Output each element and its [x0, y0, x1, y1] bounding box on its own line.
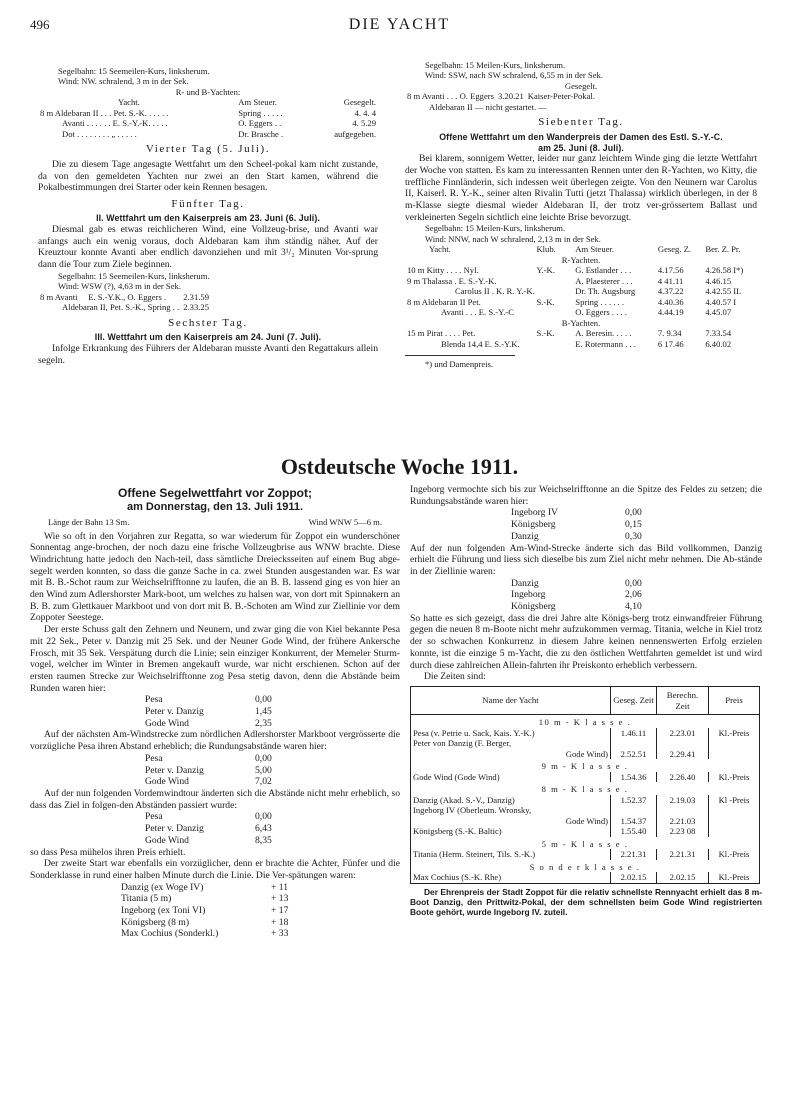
- cell-gap: 2,35: [255, 717, 272, 729]
- cell-sailed: 4.17.56: [657, 265, 684, 276]
- cell-time: 4. 4. 4: [354, 107, 376, 118]
- table-row: [120, 928, 289, 940]
- cell-sailed: 1.46.11: [611, 728, 657, 738]
- col-helm: Am Steuer.: [575, 244, 614, 255]
- delay-table: [120, 882, 289, 941]
- table-header-row: [411, 686, 760, 714]
- table-row: [411, 872, 760, 883]
- table-row: [405, 286, 757, 296]
- table-row: [411, 826, 760, 836]
- cell-yacht: Ingeborg IV (Oberleutn. Wronsky,: [413, 805, 532, 816]
- table-row: [411, 849, 760, 859]
- table-row: [411, 728, 760, 738]
- col-yacht: Yacht.: [429, 244, 451, 255]
- cell-corrected: 2.29.41: [657, 749, 709, 759]
- cell-sailed: 7. 9.34: [657, 328, 682, 339]
- cell-yacht: Blenda 14,4 E. S.-Y.K.: [441, 338, 520, 349]
- event-heading: Offene Wettfahrt um den Wanderpreis der Damen des Estl. S.-Y.-C.: [439, 131, 723, 142]
- col-sailed-time: Geseg. Zeit: [611, 686, 657, 714]
- cell-prize: Kl.-Preis: [709, 772, 760, 782]
- cell-sailed: 4.40.36: [657, 296, 684, 307]
- cell-club: Y.-K.: [536, 265, 555, 276]
- table-row: [120, 893, 289, 905]
- cell-gap: 0,00: [255, 811, 272, 823]
- paragraph: Diesmal gab es etwas reichlicheren Wind, eine Vollzeug-brise, und Avanti war anfangs auch ein wenig voraus, doch Aldebaran kam ihm ständig näher. Auf der Kreuztour konnte Avanti aber endlich davonziehen und mit 3¹/₂ Minuten Vor-sprung dann die Tour zum Ziele beginnen.: [38, 224, 378, 271]
- table-row: [38, 129, 378, 139]
- cell-gap: 0,00: [625, 507, 642, 519]
- cell-sailed: 6 17.46: [657, 338, 684, 349]
- paragraph: Ingeborg vermochte sich bis zur Weichselrifftonne an die Spitze des Feldes zu setzen; die Rundungsabstände waren hier:: [410, 484, 762, 507]
- cell-sailed: [611, 805, 657, 815]
- day-heading: Sechster Tag.: [168, 316, 248, 329]
- table-row: [120, 917, 289, 929]
- cell-yacht: Danzig: [511, 530, 539, 542]
- cell-yacht: Titania (Herm. Steinert, Tils. S.-K.): [413, 849, 536, 860]
- cell-corrected: 2.21.03: [657, 816, 709, 826]
- cell-gap: 0,15: [625, 519, 642, 531]
- cell-delay: + 33: [271, 928, 289, 940]
- cell-corrected: 4.26.58 I*): [705, 265, 744, 276]
- table-row: [411, 795, 760, 805]
- class-row: [411, 860, 760, 872]
- cell-prize: [709, 749, 760, 759]
- results-table-race3: [405, 91, 597, 112]
- cell-prize: Kl.-Preis: [709, 849, 760, 859]
- table-row: [411, 805, 760, 815]
- class-label: 8 m - K l a s s e .: [541, 784, 629, 795]
- cell-yacht: 8 m Avanti . . . O. Eggers: [407, 91, 494, 102]
- cell-corrected: 2.19.03: [657, 795, 709, 805]
- cell-sailed: 2.21.31: [611, 849, 657, 859]
- top-left-column: [38, 66, 378, 366]
- cell-time: aufgegeben.: [334, 128, 376, 139]
- table-row: [411, 816, 760, 826]
- paragraph: So hatte es sich gezeigt, dass die drei Jahre alte Königs-berg trotz einwandfreier Führung gegen die neuen 8 m-Boote nicht mehr aufzukommen vermag. Titania, welche in Kiel trotz der so schwachen Konkurrenz in diesem Jahre keinen nennenswerten Erfolg erzielen konnte, ist die einzige 5 m-Yacht, die zu den östlichen Wettfahrten gemeldet ist und wird durch diese zahlreichen Allein-fahrten ihr Preiskonto erheblich verbessern.: [410, 612, 762, 671]
- table-row: [405, 339, 757, 349]
- cell-prize: [709, 816, 760, 826]
- cell-yacht: Peter v. Danzig: [145, 706, 204, 718]
- paragraph: Auf der nun folgenden Vordemwindtour änderten sich die Abstände nicht mehr erheblich, so dass das Ziel in folgen-den Abständen passiert wurde:: [30, 787, 400, 811]
- cell-yacht: Titania (5 m): [121, 893, 172, 905]
- class-row: [411, 837, 760, 849]
- cell-corrected: [657, 805, 709, 815]
- table-row: [144, 835, 273, 847]
- cell-yacht: 15 m Pirat . . . . Pet.: [407, 328, 476, 339]
- results-table-race2: [38, 292, 211, 313]
- course-line: Segelbahn: 15 Meilen-Kurs, linksherum.: [425, 60, 566, 70]
- course-line: Segelbahn: 15 Seemeilen-Kurs, linksherum.: [58, 270, 210, 281]
- col-sailed: Geseg. Z.: [657, 244, 692, 255]
- class-label: B-Yachten.: [561, 317, 601, 328]
- class-label: 10 m - K l a s s e .: [538, 717, 632, 728]
- table-row: [405, 102, 597, 112]
- cell-sailed: 4 41.11: [657, 275, 684, 286]
- cell-yacht: Danzig (Akad. S.-V., Danzig): [413, 794, 515, 805]
- cell-prize: [709, 805, 760, 815]
- cell-helm: O. Eggers . . . .: [575, 307, 627, 318]
- results-table-day3: [38, 97, 378, 139]
- cell-yacht: Aldebaran II, Pet. S.-K., Spring . .: [62, 302, 180, 313]
- cell-gap: 0,00: [255, 694, 272, 706]
- results-body: [411, 715, 760, 883]
- cell-helm: Spring . . . . .: [238, 107, 283, 118]
- cell-yacht: Carolus II . K. R. Y.-K.: [455, 286, 535, 297]
- course-line: Segelbahn: 15 Seemeilen-Kurs, linksherum.: [58, 66, 210, 76]
- race-meta: [30, 517, 400, 530]
- table-header-row: [38, 97, 378, 107]
- standings-table: [144, 694, 273, 729]
- cell-yacht: Pesa: [145, 752, 163, 764]
- cell-yacht: Pesa (v. Petrie u. Sack, Kais. Y.-K.): [413, 727, 535, 738]
- day-heading: Vierter Tag (5. Juli).: [145, 143, 271, 156]
- event-date: am Donnerstag, den 13. Juli 1911.: [126, 500, 304, 513]
- cell-helm: A. Plaesterer . . .: [575, 275, 633, 286]
- running-head: DIE YACHT: [348, 16, 451, 33]
- cell-corrected: 4.42.55 II.: [705, 286, 742, 297]
- paragraph: Wie so oft in den Vorjahren zur Regatta, so war wiederum für Zoppot ein wunderschöner Sonnentag ange-brochen, der noch dazu eine frische Vollzeugbrise aus WNW brachte. Diese Windrichtung hatte jedoch den Nach-teil, dass sämtliche Dreiecksseiten auf einem Bug abge-segelt werden konnten, so dass die ganze Sache in ca. zwei Stunden ausgestanden war. Es war mit B. B.-Schot raum zur Weichselrifftonne zu laufen, die an B. B. lassend ging es von hier an den Wind zum Adlershorster Mark-boot, um welches zu halsen war, von dort mit Spinnakern an B. B. zum Glettkauer Markboot und von dort mit B. B.-Schoten am Wind zur Ziellinie vor dem Zoppoter Seestege.: [30, 530, 400, 624]
- class-row: [411, 782, 760, 794]
- class-label: S o n d e r k l a s s e .: [529, 861, 641, 872]
- cell-prize: [709, 738, 760, 748]
- bottom-right-column: [410, 484, 762, 917]
- paragraph: Die Zeiten sind:: [424, 671, 486, 683]
- paragraph: Die zu diesem Tage angesagte Wettfahrt um den Scheel-pokal kam nicht zustande, da von den gemeldeten Yachten nur zwei an den Start kamen, während die Pokalbestimmungen drei Starter oder kein Rennen besagen.: [38, 158, 378, 194]
- cell-yacht: Gode Wind: [145, 717, 189, 729]
- table-row: [38, 118, 378, 128]
- table-row: [144, 694, 273, 706]
- cell-yacht: Max Cochius (Sonderkl.): [121, 928, 219, 940]
- cell-corrected: 2.23 08: [657, 826, 709, 836]
- table-row: [510, 507, 643, 519]
- footnote-divider: [405, 355, 515, 356]
- cell-yacht: Max Cochius (S.-K. Rhe): [413, 872, 502, 883]
- cell-corrected: 4.46.15: [705, 275, 732, 286]
- course-length: Länge der Bahn 13 Sm.: [48, 517, 130, 528]
- cell-yacht: Königsberg (8 m): [121, 916, 190, 928]
- cell-yacht: Königsberg: [511, 601, 556, 613]
- cell-yacht: Aldebaran II — nicht gestartet. —: [429, 101, 547, 112]
- table-row: [144, 765, 273, 777]
- cell-yacht: Dot . . . . . . . . „ . . . . .: [62, 128, 137, 139]
- wind-line: Wind: NNW, nach W schralend, 2,13 m in der Sek.: [425, 233, 601, 244]
- paragraph: Bei klarem, sonnigem Wetter, leider nur ganz leichtem Winde ging die letzte Wettfahrt der Woche von statten. Es kam zu interessanten Rennen unter den R-Yachten, wo Kitty, die treffliche Finnländerin, sich indessen weit überlegen zeigte. Von den Neunern war Carolus II, Kaiserl. R. Y.-K., seiner alten Rivalin Tutti (jetzt Thalassa) wirklich überlegen, in der 8 m-Klasse siegte diesmal wieder Aldebaran II, der trotz ver-grössertem Ballast und verkleinerten Segeln sichtlich eine leichte Brise bevorzugt.: [405, 153, 757, 223]
- cell-prize: Kl.-Preis: [709, 872, 760, 883]
- paragraph: Der zweite Start war ebenfalls ein vorzüglicher, denn er brachte die Achter, Fünfer und die Sonderklasse in rund einer halben Minute durch die Linie. Die Ver-spätungen waren:: [30, 858, 400, 881]
- cell-yacht: Gode Wind): [565, 815, 608, 826]
- cell-delay: + 17: [271, 905, 289, 917]
- wind-line: Wind: SSW, nach SW schralend, 6,55 m in der Sek.: [425, 70, 603, 81]
- cell-corrected: 6.40.02: [705, 338, 732, 349]
- cell-sailed: 1.54.36: [611, 772, 657, 782]
- class-row: [411, 715, 760, 728]
- cell-helm: A. Beresin. . . . .: [575, 328, 632, 339]
- cell-sailed: 1.54.37: [611, 816, 657, 826]
- table-row: [120, 882, 289, 894]
- cell-yacht: Ingeborg IV: [511, 507, 558, 519]
- day-heading: Siebenter Tag.: [538, 116, 624, 129]
- col-helm: Am Steuer.: [238, 97, 277, 108]
- event-heading: III. Wettfahrt um den Kaiserpreis am 24. Juni (7. Juli).: [94, 332, 322, 343]
- class-label: R- und B-Yachten:: [175, 86, 241, 97]
- table-header-row: [405, 244, 757, 254]
- standings-table: [510, 507, 643, 542]
- cell-sailed: 2.02.15: [611, 872, 657, 883]
- cell-club: S.-K.: [536, 328, 555, 339]
- cell-yacht: Gode Wind (Gode Wind): [413, 771, 500, 782]
- table-row: [510, 578, 643, 590]
- cell-yacht: Pesa: [145, 694, 163, 706]
- cell-corrected: 2.26.40: [657, 772, 709, 782]
- paragraph: Auf der nun folgenden Am-Wind-Strecke änderte sich das Bild vollkommen, Danzig erhielt die Führung und liess sich dieselbe bis zum Ziel nicht mehr nehmen. Die Ab-stände in der Ziellinie waren:: [410, 542, 762, 577]
- table-row: [144, 776, 273, 788]
- table-row: [510, 531, 643, 543]
- wind-line: Wind: NW. schralend, 3 m in der Sek.: [58, 76, 189, 87]
- table-row: [405, 276, 757, 286]
- cell-corrected: 2.02.15: [657, 872, 709, 883]
- cell-sailed: 2.52.51: [611, 749, 657, 759]
- paragraph: Auf der nächsten Am-Windstrecke zum nördlichen Adlershorster Markboot vergrösserte die vorzügliche Pesa ihren Abstand erheblich; die Rundungsabstände waren hier:: [30, 729, 400, 753]
- table-row: [510, 519, 643, 531]
- cell-yacht: 10 m Kitty . . . . Nyl.: [407, 265, 479, 276]
- cell-helm: G. Estlander . . .: [575, 265, 632, 276]
- cell-yacht: Gode Wind: [145, 834, 189, 846]
- bottom-left-column: [30, 484, 400, 940]
- cell-yacht: 8 m Avanti: [40, 291, 78, 302]
- cell-time: 2.33.25: [183, 302, 209, 313]
- cell-sailed: 1.52.37: [611, 795, 657, 805]
- footnote: *) und Damenpreis.: [425, 359, 494, 370]
- table-row: [411, 772, 760, 782]
- sailed-label: Gesegelt.: [564, 80, 598, 91]
- cell-yacht: Pesa: [145, 811, 163, 823]
- cell-time: 2.31.59: [183, 291, 209, 302]
- cell-club: E. S.-Y.K., O. Eggers .: [88, 291, 167, 302]
- cell-corrected: 2.23.01: [657, 728, 709, 738]
- page-number: 496: [30, 17, 50, 32]
- class-row: [405, 318, 757, 328]
- paragraph: Infolge Erkrankung des Führers der Aldebaran musste Avanti den Regattakurs allein segeln.: [38, 342, 378, 366]
- cell-corrected: 4.40.57 I: [705, 296, 737, 307]
- class-label: 9 m - K l a s s e .: [541, 761, 629, 772]
- cell-yacht: Ingeborg (ex Toni VI): [121, 905, 206, 917]
- cell-gap: 1,45: [255, 706, 272, 718]
- col-prize: Preis: [709, 686, 760, 714]
- cell-prize: [709, 826, 760, 836]
- cell-delay: + 11: [271, 881, 289, 893]
- cell-gap: 4,10: [625, 601, 642, 613]
- cell-yacht: 8 m Aldebaran II Pet.: [407, 296, 481, 307]
- col-corrected: Ber. Z.: [705, 244, 729, 255]
- cell-delay: + 18: [271, 916, 289, 928]
- cell-prize: Kaiser-Peter-Pokal.: [527, 91, 595, 102]
- col-yacht-name: Name der Yacht: [411, 686, 611, 714]
- standings-table: [510, 578, 643, 613]
- table-row: [405, 265, 757, 275]
- cell-gap: 8,35: [255, 834, 272, 846]
- cell-prize: Kl.-Preis: [709, 728, 760, 738]
- cell-helm: Dr. Brasche .: [238, 128, 284, 139]
- cell-corrected: 2.21.31: [657, 849, 709, 859]
- cell-gap: 0,30: [625, 530, 642, 542]
- table-row: [405, 328, 757, 338]
- cell-yacht: 8 m Aldebaran II . . . Pet. S.-K. . . . . .: [40, 107, 169, 118]
- col-corrected-time: Berechn. Zeit: [657, 686, 709, 714]
- cell-yacht: Peter von Danzig (F. Berger,: [413, 738, 512, 749]
- top-right-column: [405, 60, 757, 370]
- paragraph: Der erste Schuss galt den Zehnern und Neunern, und zwar ging die von Kiel bekannte Pesa mit 22 Sek., Peter v. Danzig mit 25 Sek. und der Neuner Gode Wind, der frühere Ankersche Frosch, mit 35 Sek. Verspätung durch die Linie; sein einziger Konkurrent, der Memeler Sturm-vogel, welcher im Winter in Bremen angekauft wurde, war nicht erschienen. Schon auf der ersten raumen Strecke zur Weichselrifftonne zog Pesa stetig davon, denn die Abstände beim Runden waren hier:: [30, 624, 400, 694]
- cell-yacht: Danzig: [511, 577, 539, 589]
- cell-gap: 5,00: [255, 764, 272, 776]
- table-row: [411, 749, 760, 759]
- class-label: 5 m - K l a s s e .: [541, 838, 629, 849]
- cell-yacht: Königsberg: [511, 519, 556, 531]
- cell-helm: Spring . . . . . .: [575, 296, 624, 307]
- cell-helm: E. Rotermann . . .: [575, 338, 636, 349]
- cell-sailed: 1.55.40: [611, 826, 657, 836]
- course-line: Segelbahn: 15 Meilen-Kurs, linksherum.: [425, 223, 566, 234]
- cell-prize: Kl -Preis: [709, 795, 760, 805]
- class-label: R-Yachten.: [561, 254, 601, 265]
- table-row: [405, 297, 757, 307]
- wind-line: Wind: WSW (?), 4,63 m in der Sek.: [58, 281, 181, 292]
- cell-corrected: [657, 738, 709, 748]
- cell-corrected: 7.33.54: [705, 328, 732, 339]
- table-row: [405, 307, 757, 317]
- cell-gap: 7,02: [255, 776, 272, 788]
- day-heading: Fünfter Tag.: [171, 197, 245, 210]
- table-row: [411, 738, 760, 748]
- table-row: [144, 718, 273, 730]
- cell-yacht: Danzig (ex Woge IV): [121, 881, 204, 893]
- paragraph: so dass Pesa mühelos ihren Preis erhielt.: [30, 846, 186, 858]
- event-heading: Offene Segelwettfahrt vor Zoppot;: [117, 486, 312, 500]
- cell-sailed: 4.44.19: [657, 307, 684, 318]
- table-row: [144, 823, 273, 835]
- table-row: [38, 292, 211, 302]
- event-heading: II. Wettfahrt um den Kaiserpreis am 23. Juni (6. Juli).: [96, 213, 320, 224]
- cell-helm: Dr. Th. Augsburg: [575, 286, 636, 297]
- table-row: [38, 302, 211, 312]
- table-row: [510, 601, 643, 613]
- table-row: [144, 753, 273, 765]
- wind-info: Wind WNW 5—6 m.: [308, 517, 382, 528]
- final-results-table: [410, 686, 760, 884]
- cell-yacht: Peter v. Danzig: [145, 823, 204, 835]
- col-yacht: Yacht.: [118, 97, 140, 108]
- cell-gap: 2,06: [625, 589, 642, 601]
- cell-time: 4. 5.29: [352, 118, 376, 129]
- prize-note: Der Ehrenpreis der Stadt Zoppot für die relativ schnellste Rennyacht erhielt das 8 m-Boot Danzig, den Prittwitz-Pokal, der dem schnellsten beim Gode Wind registrierten Boote gehört, wurde Ingeborg IV. zuteil.: [410, 886, 762, 918]
- cell-yacht: 9 m Thalassa . E. S.-Y.-K.: [407, 275, 497, 286]
- cell-yacht: Königsberg (S.-K. Baltic): [413, 826, 502, 837]
- cell-sailed: [611, 738, 657, 748]
- table-row: [38, 108, 378, 118]
- table-row: [120, 905, 289, 917]
- cell-corrected: 4.45.07: [705, 307, 732, 318]
- table-row: [144, 706, 273, 718]
- class-row: [411, 759, 760, 771]
- cell-gap: 0,00: [625, 577, 642, 589]
- cell-yacht: Avanti . . . E. S.-Y.-C: [441, 307, 514, 318]
- standings-table: [144, 753, 273, 788]
- col-club: Klub.: [536, 244, 556, 255]
- cell-gap: 6,43: [255, 823, 272, 835]
- cell-gap: 0,00: [255, 752, 272, 764]
- table-row: [144, 811, 273, 823]
- cell-yacht: Gode Wind: [145, 776, 189, 788]
- event-subheading: am 25. Juni (8. Juli).: [538, 142, 624, 153]
- cell-yacht: Gode Wind): [565, 748, 608, 759]
- cell-time: 3.20.21: [497, 91, 524, 102]
- cell-sailed: 4.37.22: [657, 286, 684, 297]
- results-table-ladies: [405, 244, 757, 349]
- table-row: [405, 91, 597, 101]
- table-row: [510, 589, 643, 601]
- cell-helm: O. Eggers . .: [238, 118, 282, 129]
- cell-yacht: Avanti . . . . . . E. S.-Y.-K. . . . .: [62, 118, 168, 129]
- cell-yacht: Ingeborg: [511, 589, 546, 601]
- cell-delay: + 13: [271, 893, 289, 905]
- cell-yacht: Peter v. Danzig: [145, 764, 204, 776]
- standings-table: [144, 811, 273, 846]
- col-sailed: Gesegelt.: [343, 97, 376, 108]
- cell-club: S.-K.: [536, 296, 555, 307]
- section-heading: Ostdeutsche Woche 1911.: [280, 454, 519, 479]
- class-row: [405, 255, 757, 265]
- col-prize: Pr.: [731, 244, 741, 255]
